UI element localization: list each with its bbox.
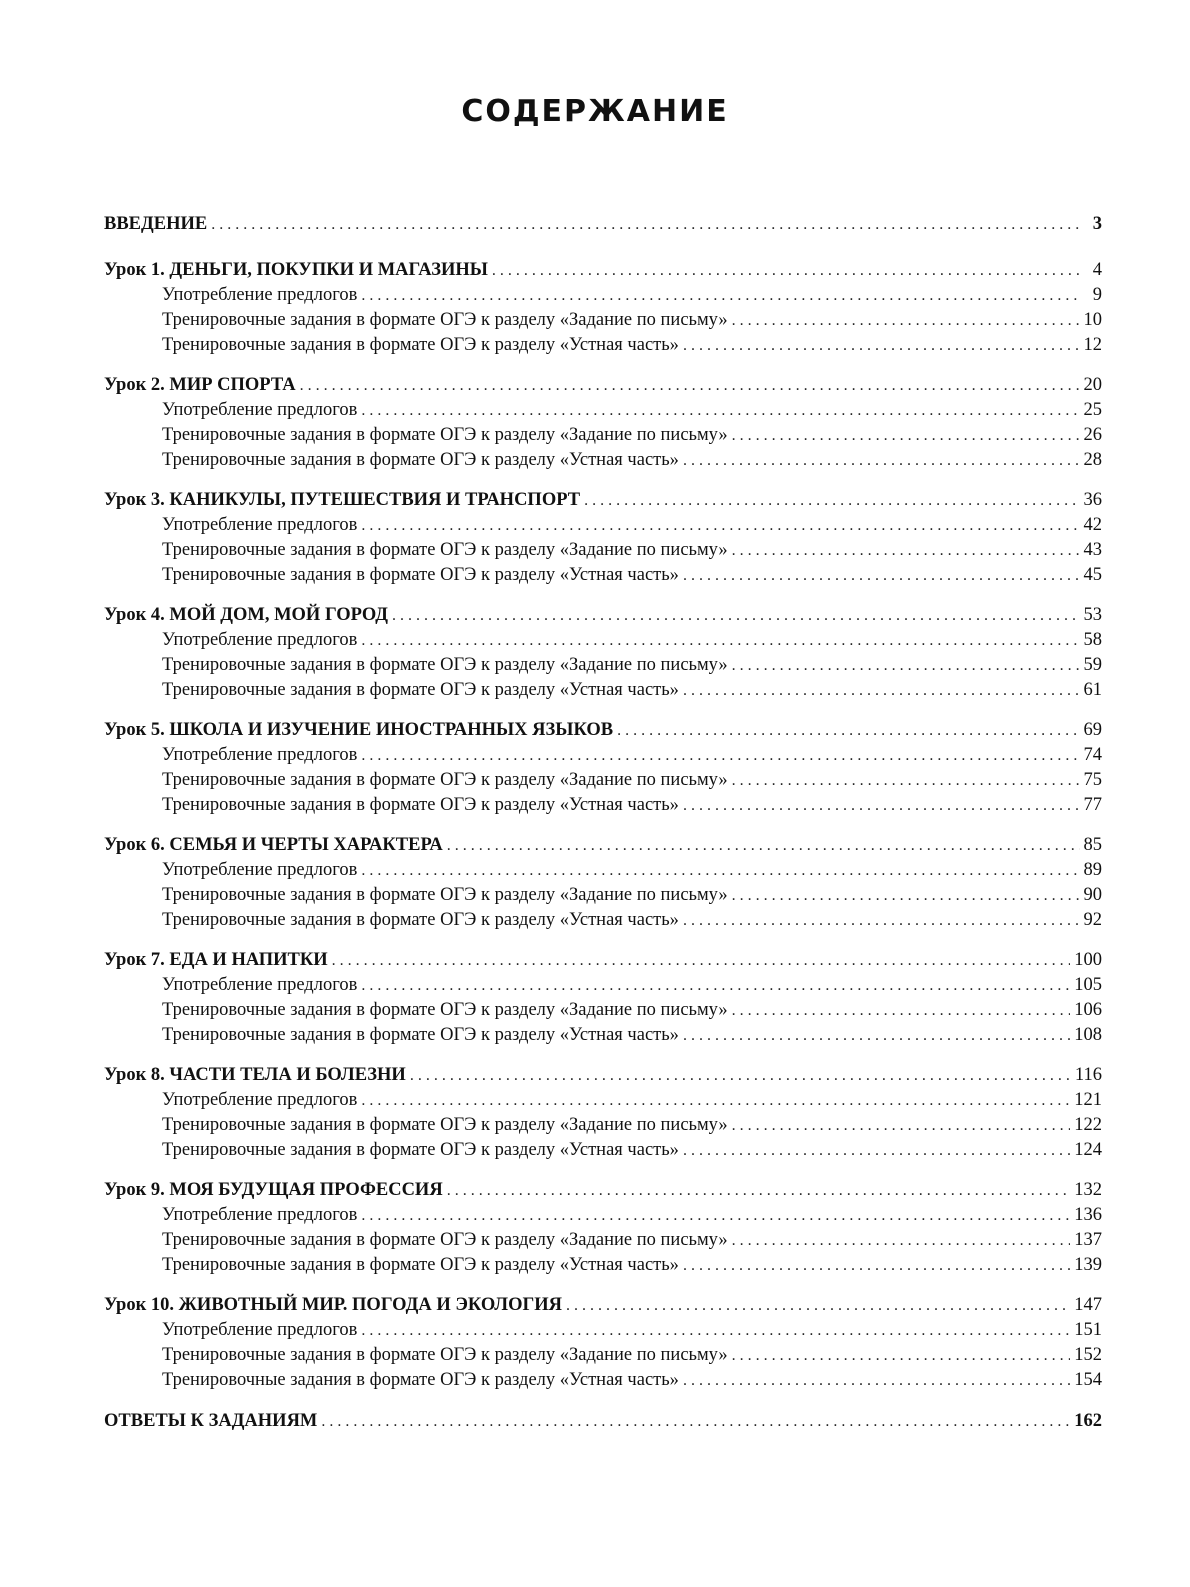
toc-subentry-prepositions[interactable] bbox=[104, 1088, 1102, 1113]
toc-entry-label: Тренировочные задания в формате ОГЭ к разделу «Устная часть» bbox=[162, 680, 679, 700]
leader-dots bbox=[361, 1203, 1070, 1228]
leader-dots bbox=[683, 1253, 1070, 1278]
toc-entry-label: Тренировочные задания в формате ОГЭ к разделу «Устная часть» bbox=[162, 910, 679, 930]
toc-entry-label: Тренировочные задания в формате ОГЭ к разделу «Устная часть» bbox=[162, 335, 679, 355]
lesson-block-7 bbox=[104, 947, 1102, 1048]
toc-subentry-prepositions[interactable] bbox=[104, 973, 1102, 998]
toc-page-number: 122 bbox=[1074, 1115, 1102, 1135]
toc-page-number: 36 bbox=[1083, 490, 1102, 510]
lesson-block-2 bbox=[104, 372, 1102, 473]
toc-entry-label: Тренировочные задания в формате ОГЭ к разделу «Задание по письму» bbox=[162, 425, 728, 445]
toc-page-number: 106 bbox=[1074, 1000, 1102, 1020]
toc-entry-lesson-4[interactable] bbox=[104, 602, 1102, 628]
toc-entry-label: Тренировочные задания в формате ОГЭ к разделу «Устная часть» bbox=[162, 565, 679, 585]
toc-page-number: 26 bbox=[1083, 425, 1102, 445]
toc-page-number: 58 bbox=[1083, 630, 1102, 650]
toc-entry-label: Тренировочные задания в формате ОГЭ к разделу «Устная часть» bbox=[162, 1025, 679, 1045]
toc-page-number: 162 bbox=[1074, 1411, 1102, 1431]
toc-entry-label: Урок 5. ШКОЛА И ИЗУЧЕНИЕ ИНОСТРАННЫХ ЯЗЫКОВ bbox=[104, 720, 614, 740]
toc-page-number: 12 bbox=[1083, 335, 1102, 355]
lesson-block-5 bbox=[104, 717, 1102, 818]
toc-page-number: 151 bbox=[1074, 1320, 1102, 1340]
toc-page-number: 92 bbox=[1083, 910, 1102, 930]
leader-dots bbox=[683, 1138, 1070, 1163]
toc-entry-label: Тренировочные задания в формате ОГЭ к разделу «Задание по письму» bbox=[162, 540, 728, 560]
lesson-block-9 bbox=[104, 1177, 1102, 1278]
toc-entry-lesson-8[interactable] bbox=[104, 1062, 1102, 1088]
leader-dots bbox=[732, 998, 1071, 1023]
toc-entry-label: Урок 1. ДЕНЬГИ, ПОКУПКИ И МАГАЗИНЫ bbox=[104, 260, 488, 280]
toc-page-number: 90 bbox=[1083, 885, 1102, 905]
toc-subentry-oral-tasks[interactable] bbox=[104, 678, 1102, 703]
toc-entry-label: Употребление предлогов bbox=[162, 860, 358, 880]
leader-dots bbox=[361, 1088, 1070, 1113]
toc-entry-label: Употребление предлогов bbox=[162, 745, 358, 765]
toc-entry-lesson-10[interactable] bbox=[104, 1292, 1102, 1318]
toc-subentry-prepositions[interactable] bbox=[104, 743, 1102, 768]
toc-entry-label: Употребление предлогов bbox=[162, 285, 358, 305]
toc-page-number: 147 bbox=[1074, 1295, 1102, 1315]
leader-dots bbox=[447, 833, 1080, 859]
toc-subentry-oral-tasks[interactable] bbox=[104, 1138, 1102, 1163]
toc-entry-label: Тренировочные задания в формате ОГЭ к разделу «Задание по письму» bbox=[162, 1230, 728, 1250]
leader-dots bbox=[732, 1228, 1071, 1253]
toc-page-number: 154 bbox=[1074, 1370, 1102, 1390]
toc-subentry-prepositions[interactable] bbox=[104, 1203, 1102, 1228]
toc-page-number: 77 bbox=[1083, 795, 1102, 815]
leader-dots bbox=[732, 308, 1080, 333]
toc-subentry-prepositions[interactable] bbox=[104, 1318, 1102, 1343]
toc-entry-label: ОТВЕТЫ К ЗАДАНИЯМ bbox=[104, 1411, 318, 1431]
toc-subentry-oral-tasks[interactable] bbox=[104, 563, 1102, 588]
leader-dots bbox=[361, 283, 1080, 308]
leader-dots bbox=[211, 212, 1080, 237]
leader-dots bbox=[321, 1409, 1070, 1434]
toc-entry-label: Урок 2. МИР СПОРТА bbox=[104, 375, 296, 395]
toc-entry-label: Урок 6. СЕМЬЯ И ЧЕРТЫ ХАРАКТЕРА bbox=[104, 835, 443, 855]
toc-entry-label: Урок 4. МОЙ ДОМ, МОЙ ГОРОД bbox=[104, 605, 389, 625]
leader-dots bbox=[732, 423, 1080, 448]
toc-entry-lesson-9[interactable] bbox=[104, 1177, 1102, 1203]
toc-subentry-writing-tasks[interactable] bbox=[104, 998, 1102, 1023]
toc-subentry-oral-tasks[interactable] bbox=[104, 908, 1102, 933]
toc-page-number: 85 bbox=[1083, 835, 1102, 855]
toc-entry-label: Тренировочные задания в формате ОГЭ к разделу «Устная часть» bbox=[162, 1370, 679, 1390]
leader-dots bbox=[683, 1368, 1070, 1393]
toc-subentry-writing-tasks[interactable] bbox=[104, 1113, 1102, 1138]
toc-subentry-writing-tasks[interactable] bbox=[104, 1343, 1102, 1368]
toc-subentry-writing-tasks[interactable] bbox=[104, 883, 1102, 908]
toc-entry-lesson-2[interactable] bbox=[104, 372, 1102, 398]
leader-dots bbox=[361, 858, 1079, 883]
toc-entry-label: Тренировочные задания в формате ОГЭ к разделу «Устная часть» bbox=[162, 450, 679, 470]
toc-entry-label: Урок 10. ЖИВОТНЫЙ МИР. ПОГОДА И ЭКОЛОГИЯ bbox=[104, 1295, 562, 1315]
lesson-block-3 bbox=[104, 487, 1102, 588]
toc-subentry-oral-tasks[interactable] bbox=[104, 793, 1102, 818]
toc-subentry-oral-tasks[interactable] bbox=[104, 1023, 1102, 1048]
toc-subentry-writing-tasks[interactable] bbox=[104, 768, 1102, 793]
toc-page-number: 43 bbox=[1083, 540, 1102, 560]
lesson-block-6 bbox=[104, 832, 1102, 933]
leader-dots bbox=[732, 768, 1080, 793]
leader-dots bbox=[566, 1293, 1070, 1319]
toc-entry-label: Урок 9. МОЯ БУДУЩАЯ ПРОФЕССИЯ bbox=[104, 1180, 443, 1200]
toc-entry-label: Употребление предлогов bbox=[162, 975, 358, 995]
leader-dots bbox=[361, 1318, 1070, 1343]
leader-dots bbox=[732, 883, 1080, 908]
toc-entry-label: Тренировочные задания в формате ОГЭ к разделу «Устная часть» bbox=[162, 1140, 679, 1160]
toc-entry-label: Тренировочные задания в формате ОГЭ к разделу «Задание по письму» bbox=[162, 770, 728, 790]
toc-page-number: 74 bbox=[1083, 745, 1102, 765]
toc-subentry-writing-tasks[interactable] bbox=[104, 308, 1102, 333]
leader-dots bbox=[361, 743, 1079, 768]
leader-dots bbox=[683, 908, 1080, 933]
leader-dots bbox=[732, 1113, 1071, 1138]
leader-dots bbox=[584, 488, 1079, 514]
leader-dots bbox=[492, 258, 1080, 284]
page-title: СОДЕРЖАНИЕ bbox=[461, 94, 729, 130]
toc-page-number: 61 bbox=[1083, 680, 1102, 700]
toc-page-number: 45 bbox=[1083, 565, 1102, 585]
leader-dots bbox=[361, 628, 1079, 653]
toc-entry-label: ВВЕДЕНИЕ bbox=[104, 214, 208, 234]
toc-entry-label: Употребление предлогов bbox=[162, 1090, 358, 1110]
toc-subentry-writing-tasks[interactable] bbox=[104, 538, 1102, 563]
toc-subentry-oral-tasks[interactable] bbox=[104, 333, 1102, 358]
toc-entry-label: Тренировочные задания в формате ОГЭ к разделу «Задание по письму» bbox=[162, 1115, 728, 1135]
toc-entry-label: Употребление предлогов bbox=[162, 1320, 358, 1340]
toc-subentry-prepositions[interactable] bbox=[104, 283, 1102, 308]
toc-subentry-prepositions[interactable] bbox=[104, 628, 1102, 653]
toc-page-number: 42 bbox=[1083, 515, 1102, 535]
toc-page-number: 136 bbox=[1074, 1205, 1102, 1225]
toc-page-number: 108 bbox=[1074, 1025, 1102, 1045]
toc-subentry-writing-tasks[interactable] bbox=[104, 1228, 1102, 1253]
toc-page-number: 10 bbox=[1083, 310, 1102, 330]
toc-page-number: 25 bbox=[1083, 400, 1102, 420]
toc-page-number: 53 bbox=[1083, 605, 1102, 625]
toc-page-number: 75 bbox=[1083, 770, 1102, 790]
toc-entry-label: Тренировочные задания в формате ОГЭ к разделу «Устная часть» bbox=[162, 795, 679, 815]
leader-dots bbox=[300, 373, 1080, 399]
toc-entry-lesson-5[interactable] bbox=[104, 717, 1102, 743]
toc-entry-label: Урок 3. КАНИКУЛЫ, ПУТЕШЕСТВИЯ И ТРАНСПОРТ bbox=[104, 490, 581, 510]
leader-dots bbox=[392, 603, 1079, 629]
toc-entry-lesson-3[interactable] bbox=[104, 487, 1102, 513]
toc-entry-label: Тренировочные задания в формате ОГЭ к разделу «Задание по письму» bbox=[162, 655, 728, 675]
lesson-block-1 bbox=[104, 257, 1102, 358]
leader-dots bbox=[332, 948, 1071, 974]
toc-entry-introduction[interactable] bbox=[104, 212, 1102, 237]
leader-dots bbox=[361, 513, 1079, 538]
leader-dots bbox=[683, 333, 1080, 358]
toc-entry-label: Тренировочные задания в формате ОГЭ к разделу «Задание по письму» bbox=[162, 310, 728, 330]
leader-dots bbox=[732, 653, 1080, 678]
lesson-block-10 bbox=[104, 1292, 1102, 1393]
toc-entry-lesson-7[interactable] bbox=[104, 947, 1102, 973]
leader-dots bbox=[683, 563, 1080, 588]
leader-dots bbox=[410, 1063, 1071, 1089]
toc-entry-lesson-1[interactable] bbox=[104, 257, 1102, 283]
toc-page-number: 105 bbox=[1074, 975, 1102, 995]
toc-entry-label: Употребление предлогов bbox=[162, 1205, 358, 1225]
toc-page-number: 3 bbox=[1092, 214, 1102, 234]
toc-entry-label: Урок 7. ЕДА И НАПИТКИ bbox=[104, 950, 328, 970]
toc-entry-label: Тренировочные задания в формате ОГЭ к разделу «Задание по письму» bbox=[162, 885, 728, 905]
toc-page-number: 116 bbox=[1074, 1065, 1102, 1085]
toc-page-number: 59 bbox=[1083, 655, 1102, 675]
toc-page-number: 152 bbox=[1074, 1345, 1102, 1365]
toc-page-number: 137 bbox=[1074, 1230, 1102, 1250]
leader-dots bbox=[361, 398, 1079, 423]
toc-page-number: 69 bbox=[1083, 720, 1102, 740]
toc-subentry-oral-tasks[interactable] bbox=[104, 1253, 1102, 1278]
toc-page-number: 20 bbox=[1083, 375, 1102, 395]
leader-dots bbox=[683, 678, 1080, 703]
toc-subentry-prepositions[interactable] bbox=[104, 858, 1102, 883]
toc-subentry-prepositions[interactable] bbox=[104, 513, 1102, 538]
leader-dots bbox=[732, 538, 1080, 563]
toc-page-number: 4 bbox=[1092, 260, 1102, 280]
toc-subentry-prepositions[interactable] bbox=[104, 398, 1102, 423]
toc-page-number: 100 bbox=[1074, 950, 1102, 970]
leader-dots bbox=[683, 1023, 1070, 1048]
leader-dots bbox=[683, 793, 1080, 818]
leader-dots bbox=[617, 718, 1079, 744]
toc-entry-answers[interactable] bbox=[104, 1409, 1102, 1434]
toc-subentry-oral-tasks[interactable] bbox=[104, 1368, 1102, 1393]
leader-dots bbox=[361, 973, 1070, 998]
toc-page-number: 132 bbox=[1074, 1180, 1102, 1200]
lesson-block-4 bbox=[104, 602, 1102, 703]
toc-entry-label: Употребление предлогов bbox=[162, 400, 358, 420]
toc-entry-lesson-6[interactable] bbox=[104, 832, 1102, 858]
toc-entry-label: Употребление предлогов bbox=[162, 515, 358, 535]
table-of-contents bbox=[104, 212, 1102, 1434]
toc-page-number: 89 bbox=[1083, 860, 1102, 880]
leader-dots bbox=[447, 1178, 1071, 1204]
toc-page-number: 124 bbox=[1074, 1140, 1102, 1160]
lesson-block-8 bbox=[104, 1062, 1102, 1163]
toc-page-number: 139 bbox=[1074, 1255, 1102, 1275]
toc-page-number: 28 bbox=[1083, 450, 1102, 470]
toc-page-number: 9 bbox=[1092, 285, 1102, 305]
toc-entry-label: Урок 8. ЧАСТИ ТЕЛА И БОЛЕЗНИ bbox=[104, 1065, 406, 1085]
toc-page-number: 121 bbox=[1074, 1090, 1102, 1110]
toc-subentry-writing-tasks[interactable] bbox=[104, 423, 1102, 448]
leader-dots bbox=[683, 448, 1080, 473]
toc-entry-label: Тренировочные задания в формате ОГЭ к разделу «Устная часть» bbox=[162, 1255, 679, 1275]
toc-entry-label: Тренировочные задания в формате ОГЭ к разделу «Задание по письму» bbox=[162, 1000, 728, 1020]
toc-entry-label: Употребление предлогов bbox=[162, 630, 358, 650]
toc-entry-label: Тренировочные задания в формате ОГЭ к разделу «Задание по письму» bbox=[162, 1345, 728, 1365]
toc-subentry-oral-tasks[interactable] bbox=[104, 448, 1102, 473]
leader-dots bbox=[732, 1343, 1071, 1368]
toc-subentry-writing-tasks[interactable] bbox=[104, 653, 1102, 678]
lessons-list bbox=[104, 257, 1102, 1393]
